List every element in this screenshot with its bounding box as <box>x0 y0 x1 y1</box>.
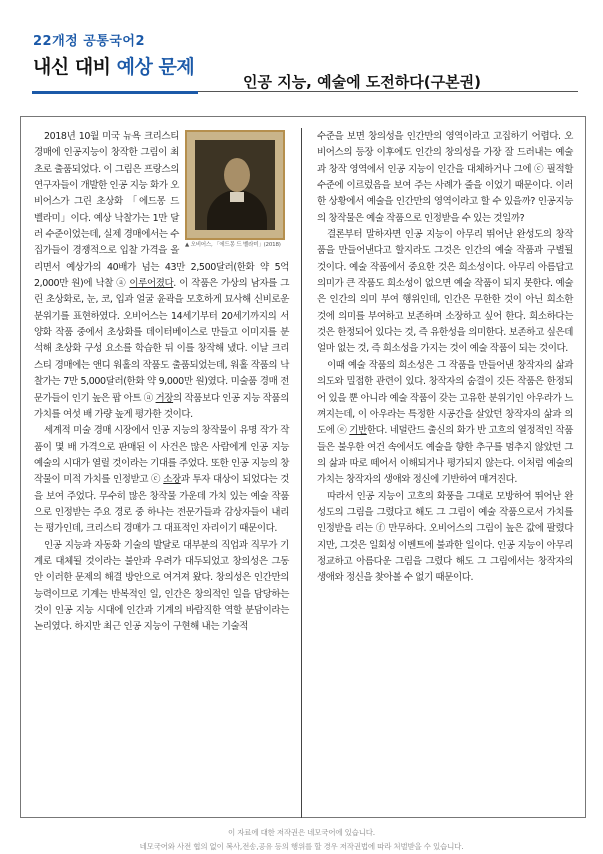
lesson-title: 인공 지능, 예술에 도전하다(구본권) <box>243 73 481 91</box>
underlined-word: 기반 <box>349 425 367 437</box>
paragraph: 이때 예술 작품의 희소성은 그 작품을 만들어낸 창작자의 삶과 의도와 밀접한 관련이 있다. 창작자의 숨결이 깃든 작품은 한정되어 있을 뿐 아니라 예술 작품이 갖는 고유한 분위기인 아우라가 느껴지는데, 이 아우라는 특정한 시공간을 살았던 창작자의 삶과 의도에 ⓔ 기반한다. 네덜란드 출신의 화가 반 고흐의 열정적인 작품들은 불우한 여건 속에서도 예술을 향한 추구를 멈추지 않았던 그의 삶과 따로 떼어서 이해되거나 평가되지 않는다. 이처럼 예술의 가치는 창작자의 생애와 정신에 기반하여 매겨진다. <box>317 359 573 486</box>
document-title <box>33 52 194 79</box>
paragraph: 결론부터 말하자면 인공 지능이 아무리 뛰어난 완성도의 창작품을 만들어낸다고 할지라도 그것은 인간의 예술 작품과 구별될 것이다. 예술 작품에서 중요한 것은 희소성이다. 아무리 아름답고 의미가 큰 작품도 희소성이 없으면 예술 작품이 되지 못한다. 예술은 인간의 의미 부여 행위인데, 인간은 무한한 것이 아닌 희소한 것에 의미를 부여하고 보존하며 소장하고 싶어 한다. 희소하다는 것은 한정되어 있다는 것, 즉 유한성을 의미한다. 보존하고 싶은데 얼마 없는 것, 즉 희소성을 가지는 것이 예술 작품이 되는 것이다. <box>317 229 573 355</box>
paragraph: 세계적 미술 경매 시장에서 인공 지능의 창작물이 유명 작가 작품이 몇 배 가격으로 판매된 이 사건은 많은 사람에게 인공 지능 예술의 시대가 열릴 것이라는 기대를 주었다. 또한 인공 지능의 창작물이 미적 가치를 인정받고 ⓒ 소장과 투자 대상이 되었다는 것을 보여 주었다. 무수히 많은 창작물 가운데 가치 있는 예술 작품으로 인정받는 주요 경로 중 하나는 전문가들과 감상자들이 내리는 평가인데, 크리스티 경매가 그 대표적인 자리이기 때문이다. <box>34 425 289 535</box>
figure-caption: ▲ 오비어스, 「에드몽 드 벨라미」(2018) <box>185 242 281 248</box>
underlined-word: 소장 <box>163 474 181 486</box>
title-prefix: 내신 대비 <box>33 56 111 78</box>
paragraph: 따라서 인공 지능이 고흐의 화풍을 그대로 모방하여 뛰어난 완성도의 그림을 그렸다고 해도 그 그림이 예술 작품으로서 가치를 인정받을 리는 ⓕ 만무하다. 오비어스의 그림이 높은 값에 팔렸다지만, 그것은 일회성 이벤트에 불과한 일이다. 인공 지능이 아무리 정교하고 아름다운 그림을 그렸다 해도 그 그림에서는 창작자의 생애와 정신을 찾아볼 수 없기 때문이다. <box>317 490 573 584</box>
title-highlight: 예상 문제 <box>116 56 195 78</box>
paragraph: 수준을 보면 창의성을 인간만의 영역이라고 고집하기 어렵다. 오비어스의 등장 이후에도 인간의 창의성을 가장 잘 드러내는 예술과 창작 영역에서 인공 지능이 인간을 대체하거나 그에 ⓒ 필적할 수준에 이르렀음을 보여 주는 사례가 줄을 이었기 때문이다. 이러한 상황에서 예술을 인간만의 영역이라고 할 수 있을까? 인공지능의 창작물은 예술 작품으로 인정받을 수 있는 것일까? <box>317 131 573 224</box>
artwork-figure <box>185 130 289 249</box>
paragraph: 2018년 10월 미국 뉴욕 크리스티 경매에 인공지능이 창작한 그림이 최초로 출품되었다. 이 그림은 프랑스의 연구자들이 개발한 인공 지능 화가 오비어스가 그린 초상화 「에드몽 드 벨라미」이다. 예상 낙찰가는 1만 달러 수준이었는데, 실제 경매에서는 수집가들이 경쟁적으로 입찰 가격을 올리면서 예상가의 40배가 넘는 43만 2,500달러(한화 약 5억 2,000만 원)에 낙찰 ⓐ 이루어졌다. 이 작품은 가상의 남자를 그린 초상화로, 눈, 코, 입과 얼굴 윤곽을 모호하게 묘사해 신비로운 분위기를 표현하였다. 오비어스는 14세기부터 20세기까지의 서양화 작품 중에서 초상화를 데이터베이스로 만들고 이미지를 분석해 초상화 구성 요소를 학습한 뒤 이를 창작해 냈다. 이날 크리스티 경매에는 앤디 워홀의 작품도 출품되었는데, 워홀 작품의 낙찰가는 7만 5,000달러(한화 약 9,000만 원)였다. 미술품 경매 전문가들이 인기 높은 팝 아트 ⓐ 거장의 작품보다 인공 지능 작품의 가치를 여섯 배 가량 높게 평가한 것이다. <box>34 131 289 420</box>
header-accent-rule <box>32 91 198 94</box>
portrait-image <box>185 130 285 240</box>
underlined-word: 이루어졌다 <box>129 278 174 290</box>
document-subtitle: 22개정 공통국어2 <box>33 34 146 49</box>
left-column <box>34 129 289 636</box>
copyright-notice: 이 자료에 대한 저작권은 네모국어에 있습니다. <box>228 828 375 837</box>
underlined-word: 거장 <box>155 392 174 404</box>
paragraph: 인공 지능과 자동화 기술의 발달로 대부분의 직업과 직무가 기계로 대체될 것이라는 불안과 우려가 대두되었고 창의성은 그동안 이러한 문제의 해결 방안으로 여겨져 왔다. 창의성은 인간만의 능력이므로 기계는 반복적인 일, 인간은 창의적인 일을 담당하는 것이 인공 지능 시대에 인간과 기계의 바람직한 역할 분담이라는 논리였다. 하지만 최근 인공 지능이 구현해 내는 기술적 <box>34 539 289 633</box>
copyright-warning: 네모국어와 사전 협의 없이 복사,전송,공유 등의 행위를 할 경우 저작권법에 따라 처벌받을 수 있습니다. <box>139 842 464 851</box>
right-column <box>317 129 573 587</box>
column-divider <box>301 128 302 818</box>
